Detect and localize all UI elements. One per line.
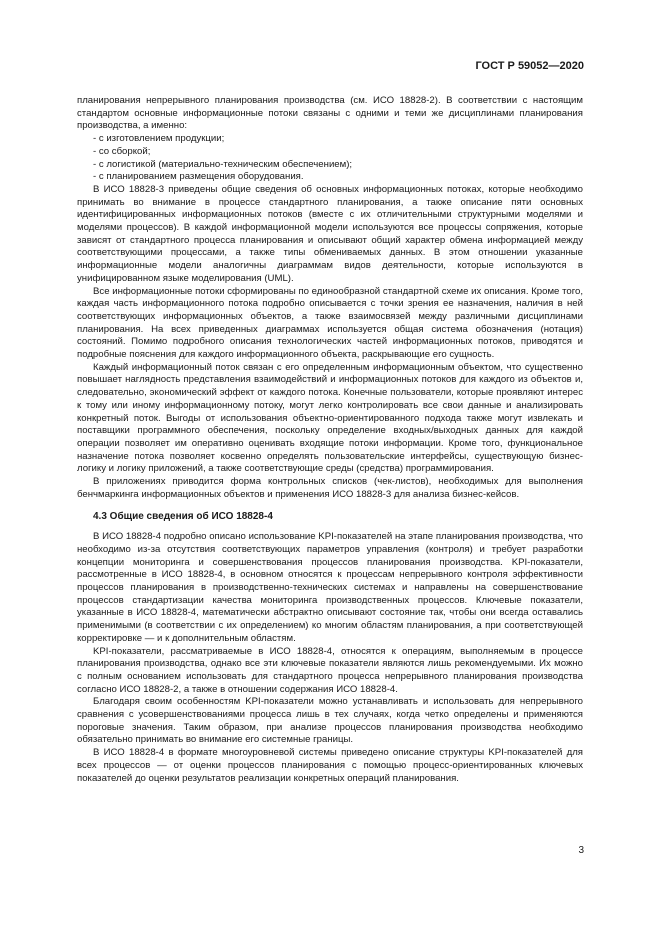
- list-item: - с планированием размещения оборудования.: [93, 171, 304, 183]
- standard-header: ГОСТ Р 59052—2020: [475, 60, 584, 72]
- page-number: 3: [578, 845, 584, 856]
- list-item: - с изготовлением продукции;: [93, 133, 225, 145]
- paragraph: В ИСО 18828-3 приведены общие сведения об основных информационных потоках, которые необходимо принимать во внимание в процессе стандартного планирования, а также описание пяти основных идентифицированных информационных потоков (вместе с их отличительными структурными моделями и моделями процессов). В каждой информационной модели используются все процессы сопряжения, которые зависят от стандартного процесса планирования и описывают общий характер обмена информацией между соответствующими процессами, а также типы обмениваемых данных. В этом отношении указанные информационные модели аналогичны диаграммам видов деятельности, которые используются в унифицированном языке моделирования (UML).: [77, 183, 583, 284]
- section-heading: 4.3 Общие сведения об ИСО 18828-4: [93, 510, 273, 522]
- planning-disciplines-list: [77, 133, 583, 184]
- paragraph-continued: планирования непрерывного планирования производства (см. ИСО 18828-2). В соответствии с настоящим стандартом основные информационные потоки связаны с одними и теми же дисциплинами планирования производства, а именно:: [77, 95, 583, 132]
- paragraph: KPI-показатели, рассматриваемые в ИСО 18828-4, относятся к операциям, выполняемым в процессе планирования производства, однако все эти ключевые показатели являются лишь рекомендуемыми. Их можно с полным основанием использовать для стандартного процесса непрерывного планирования производства согласно ИСО 18828-2, а также в отношении содержания ИСО 18828-4.: [77, 645, 583, 695]
- paragraph: Благодаря своим особенностям KPI-показатели можно устанавливать и использовать для непрерывного сравнения с усовершенствованиями процесса лишь в тех случаях, когда четко определены и применяются пороговые значения. Таким образом, при анализе процессов планирования производства необходимо обязательно принимать во внимание его системные границы.: [77, 696, 583, 746]
- paragraph: В ИСО 18828-4 в формате многоуровневой системы приведено описание структуры KPI-показателей для всех процессов — от оценки процессов планирования с помощью процесс-ориентированных ключевых показателей до оценки результатов реализации конкретных операций планирования.: [77, 747, 583, 784]
- paragraph: Все информационные потоки сформированы по единообразной стандартной схеме их описания. Кроме того, каждая часть информационного потока подробно описывается с точки зрения ее назначения, наличия в ней соответствующих информационных объектов, а также взаимосвязей между различными дисциплинами планирования. На всех приведенных диаграммах используется общая система обозначения (нотация) состояний. Помимо подробного описания технологических частей информационных потоков, приводятся и подробные пояснения для каждого информационного объекта, раскрывающие его сущность.: [77, 285, 583, 361]
- paragraph: В ИСО 18828-4 подробно описано использование KPI-показателей на этапе планирования производства, что необходимо из-за отсутствия соответствующих параметров управления (контроля) и требует разработки концепции мониторинга и совершенствования процессов планирования производства. KPI-показатели, рассмотренные в ИСО 18828-4, в основном относятся к процессам непрерывного контроля эффективности процессов планирования в производственно-технических системах и направлены на совершенствование процессов стандартизации качества мониторинга производственных процессов. Ключевые показатели, указанные в ИСО 18828-4, математически абстрактно описывают состояние так, чтобы они всегда оставались применимыми (в соответствии с их определением) ко многим областям планирования, а при соответствующей корректировке — и к дополнительным областям.: [77, 531, 583, 644]
- paragraph: В приложениях приводится форма контрольных списков (чек-листов), необходимых для выполнения бенчмаркинга информационных объектов и применения ИСО 18828-3 для анализа бизнес-кейсов.: [77, 476, 583, 500]
- list-item: - со сборкой;: [93, 145, 151, 157]
- paragraph: Каждый информационный поток связан с его определенным информационным объектом, что существенно повышает наглядность представления взаимодействий и информационных потоков для каждого из объектов и, следовательно, экономический эффект от каждого потока. Конечные пользователи, которые проявляют интерес к тому или иному информационному потоку, могут легко контролировать все свои данные и анализировать конкретный поток. Выгоды от использования объектно-ориентированного подхода также могут извлекать и поставщики программного обеспечения, поскольку определение входных/выходных данных для каждой операции позволяет им оперативно оценивать входящие потоки информации. Кроме того, функциональное назначение потока позволяет косвенно определять пользовательские интерфейсы, существующую бизнес-логику и логику приложений, а также соответствующие среды (средства) программирования.: [77, 361, 583, 475]
- document-body: [77, 95, 583, 785]
- list-item: - с логистикой (материально-техническим обеспечением);: [93, 158, 353, 170]
